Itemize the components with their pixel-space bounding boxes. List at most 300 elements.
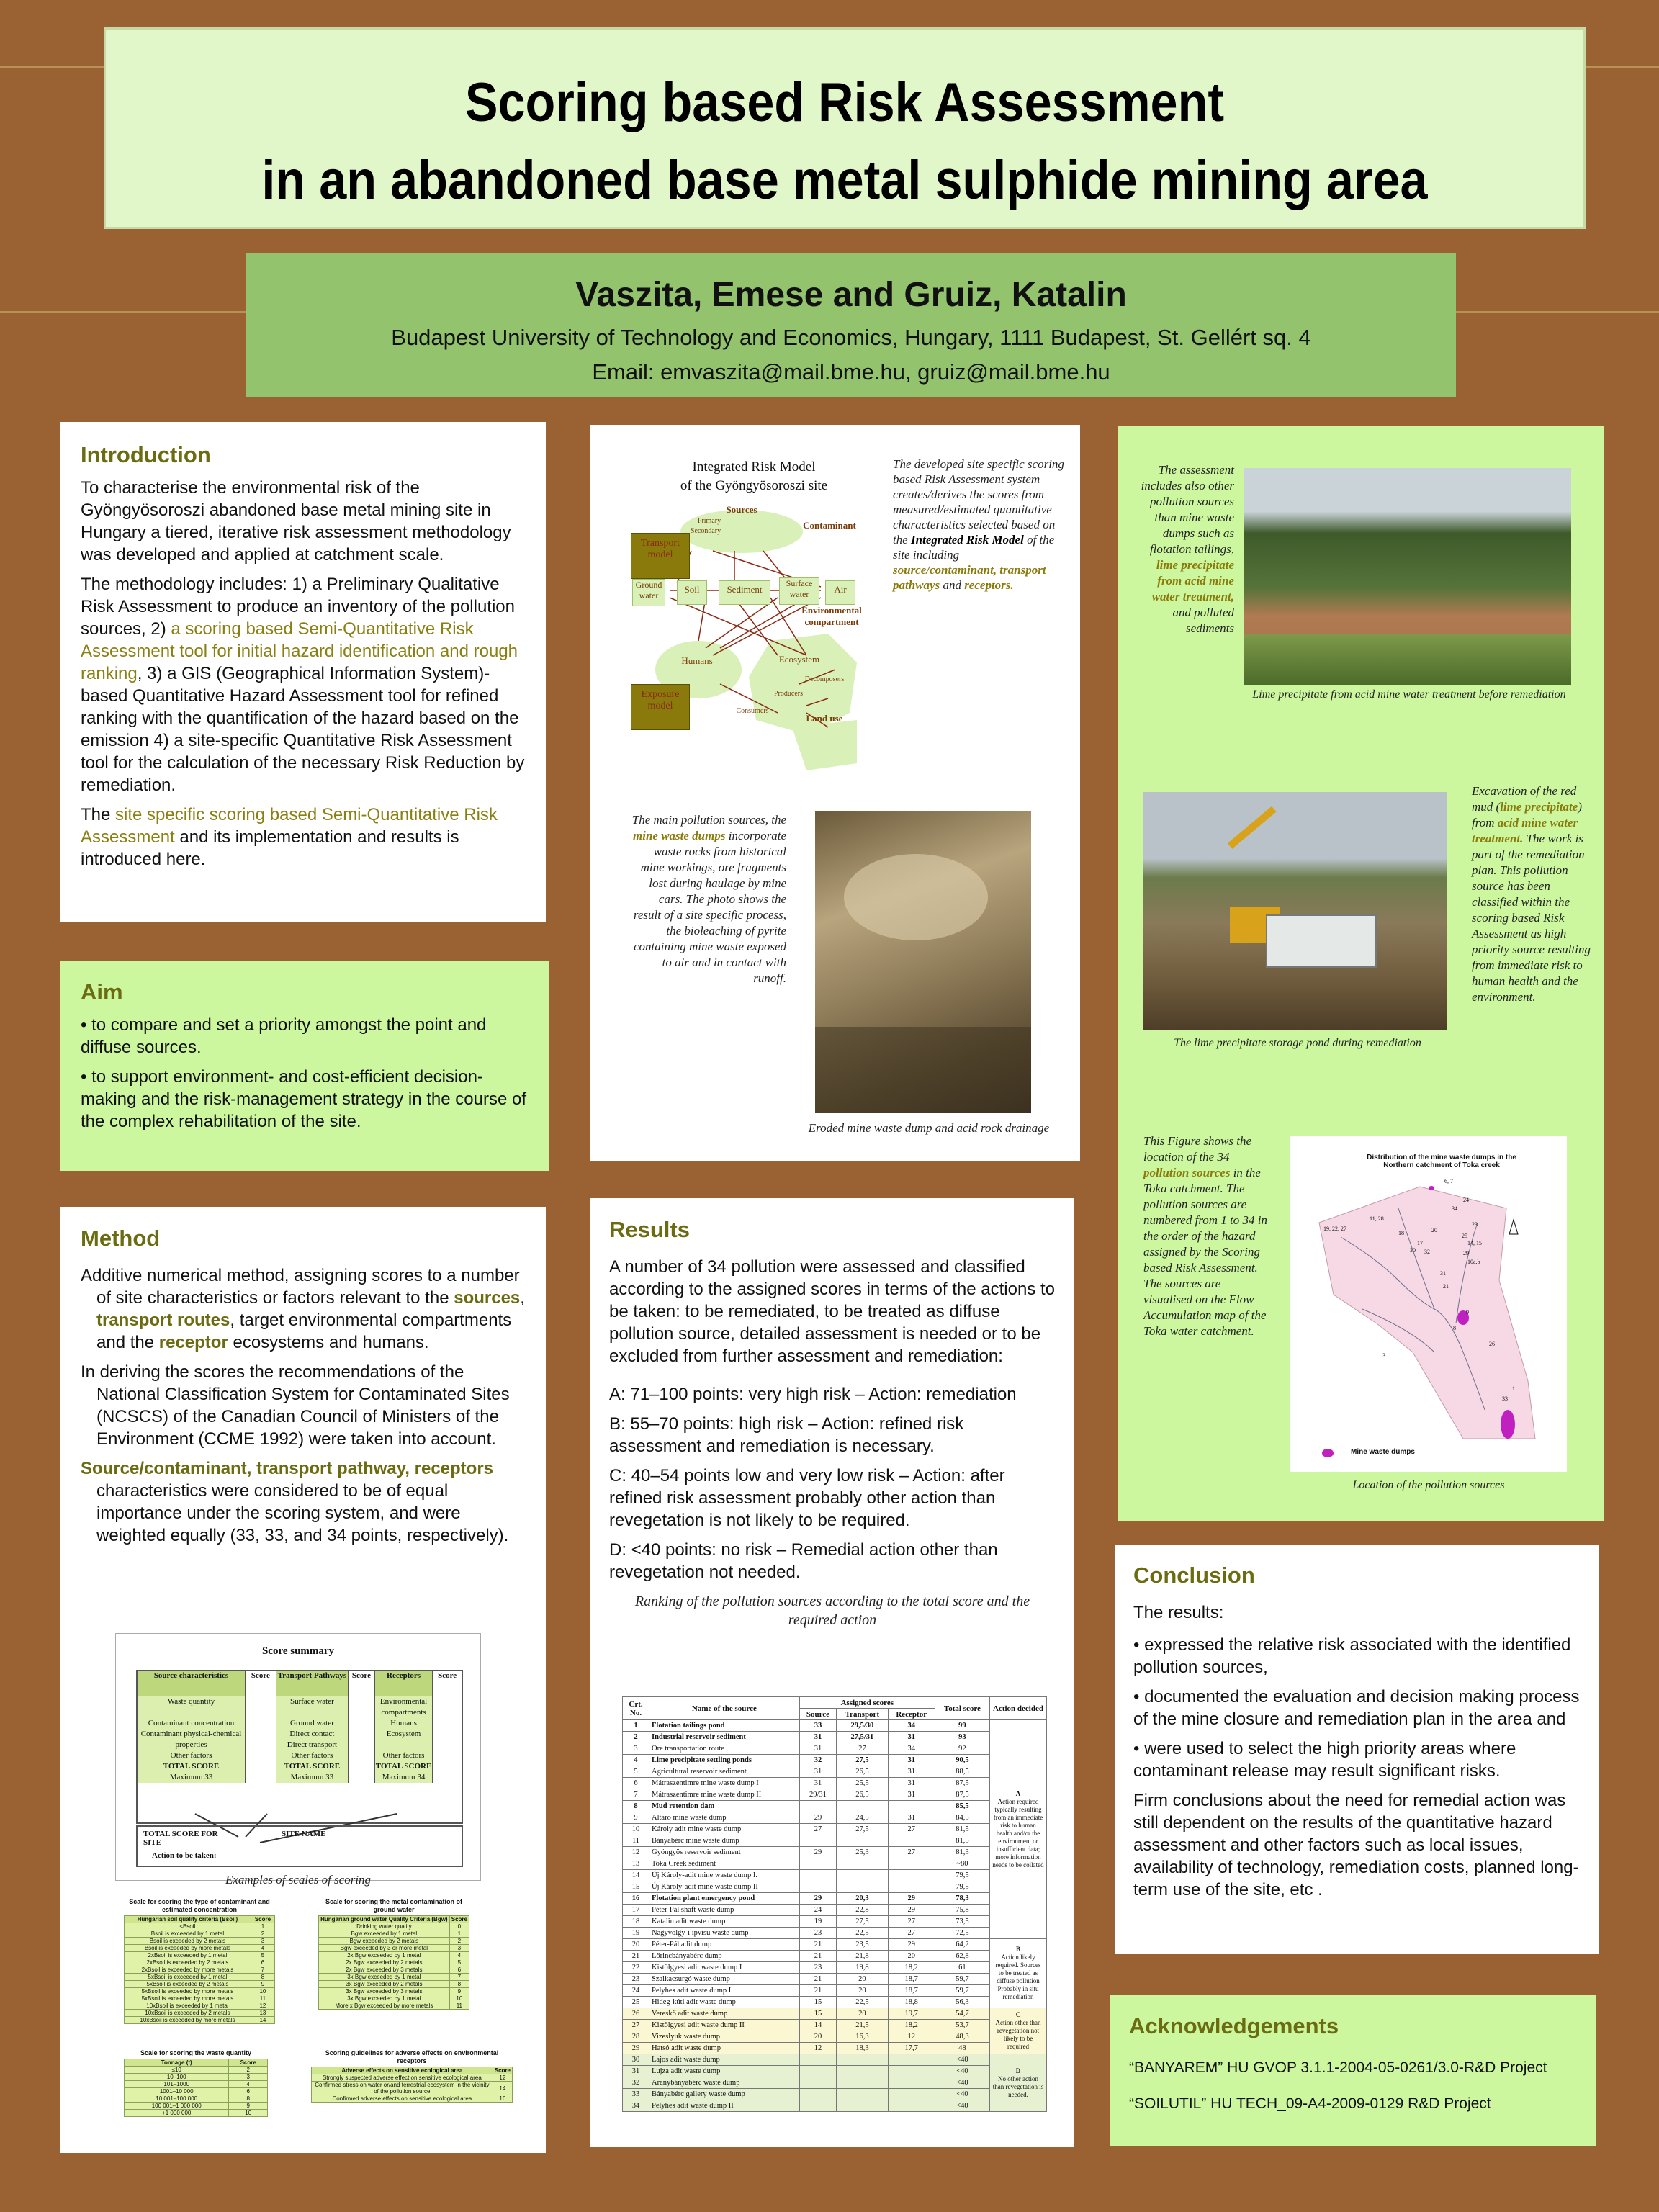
table-cell: 23 (623, 1974, 649, 1985)
node-exposure-model: Exposure model (631, 684, 690, 730)
excavation-text: Excavation of the red mud (lime precipitate) from acid mine water treatment. The work is part of the remediation plan. This pollution source has been classified within the scoring based Risk Assessment as high priority source resulting from immediate risk to human health and the environment. (1472, 784, 1591, 1004)
table-cell: More x Bgw exceeded by more metals (319, 2002, 450, 2010)
table-cell: 3x Bgw exceeded by 3 metals (319, 1988, 450, 1995)
node-sediment: Sediment (719, 580, 770, 605)
score-item: Maximum 33 (169, 1773, 213, 1781)
map-label: 9 (1466, 1309, 1469, 1316)
table-cell: 29 (888, 1893, 935, 1905)
table-cell: 29 (888, 1905, 935, 1916)
scale-waste-quantity-title: Scale for scoring the waste quantity (140, 2049, 252, 2056)
table-cell: 27,5/31 (837, 1732, 888, 1743)
table-cell: 31 (888, 1812, 935, 1824)
scale-groundwater-title: Scale for scoring the metal contamination of ground water (325, 1898, 463, 1913)
score-header: Receptors (375, 1671, 433, 1696)
table-cell: 15 (799, 2008, 836, 2020)
table-cell: 10 (623, 1824, 649, 1835)
intro-p2: The methodology includes: 1) a Preliminary Qualitative Risk Assessment to produce an inventory of the pollution sources, 2) a scoring based Semi-Quantitative Risk Assessment tool for initial hazard identification and rough ranking, 3) a GIS (Geographical Information System)-based Quantitative Hazard Assessment tool for refined ranking with the quantification of the hazard based on the emission 4) a site-specific Quantitative Risk Assessment tool for the calculation of the necessary Risk Reduction by remediation. (81, 575, 525, 795)
table-row (623, 2100, 1047, 2112)
table-cell: 2 (251, 1930, 274, 1938)
table-cell: 18,3 (837, 2043, 888, 2054)
title-banner (104, 27, 1586, 229)
table-cell: 5xBsoil is exceeded by more metals (125, 1995, 251, 2002)
table-cell: 26,5 (837, 1766, 888, 1778)
table-row (623, 1835, 1047, 1847)
score-header: Score (438, 1671, 457, 1680)
table-cell: 6 (251, 1959, 274, 1966)
aim-bullet-2: • to support environment- and cost-efficient decision-making and the risk-management strategy in the course of the complex rehabilitation of the site. (81, 1067, 526, 1131)
map-text: This Figure shows the location of the 34 pollution sources in the Toka catchment. The pollution sources are numbered from 1 to 34 in the order of the hazard assigned by the Scoring based Risk Assessment. The sources are visualised on the Flow Accumulation map of the Toka water catchment. (1143, 1134, 1268, 1338)
table-cell: 15 (623, 1881, 649, 1893)
table-cell: 3x Bgw exceeded by 2 metals (319, 1981, 450, 1988)
table-cell: 30 (623, 2054, 649, 2066)
table-cell: 84,5 (935, 1812, 989, 1824)
table-row (319, 2002, 469, 2010)
map-label: 11, 28 (1370, 1215, 1384, 1222)
table-row (125, 1995, 275, 2002)
table-row (623, 1997, 1047, 2008)
table-cell (888, 2100, 935, 2112)
th-no: Crt. No. (623, 1697, 649, 1720)
table-row (623, 2089, 1047, 2100)
table-row (623, 1905, 1047, 1916)
table-cell: <40 (935, 2054, 989, 2066)
scale-header: Score (229, 2059, 268, 2067)
node-surface-water: Surface water (779, 577, 819, 605)
map-label: 26 (1489, 1341, 1495, 1347)
conclusion-paragraph: Firm conclusions about the need for remedial action was still dependent on the results of the quantitative hazard assessment and other factors such as local issues, availability of technology, remediation costs, planned long-term use of the site, etc . (1133, 1791, 1579, 1899)
table-row (623, 1951, 1047, 1962)
table-cell: 8 (449, 1981, 469, 1988)
table-cell: 13 (623, 1858, 649, 1870)
map-legend: Mine waste dumps (1351, 1448, 1415, 1456)
table-row (319, 1938, 469, 1945)
map-label: 30 (1410, 1247, 1416, 1254)
table-cell (837, 2100, 888, 2112)
th-transport: Transport (837, 1709, 888, 1720)
table-cell: 34 (888, 1720, 935, 1732)
table-cell: Mátraszentimre mine waste dump II (649, 1789, 800, 1801)
table-cell (888, 1858, 935, 1870)
dump-text: The main pollution sources, the mine waste dumps incorporate waste rocks from historical mine workings, ore fragments lost during haulage by mine cars. The photo shows the result of a site specific process, the bioleaching of pyrite containing mine waste exposed to air and in contact with runoff. (631, 813, 786, 985)
table-cell: 75,8 (935, 1905, 989, 1916)
table-row (623, 1974, 1047, 1985)
table-cell: 31 (888, 1755, 935, 1766)
table-cell: 62,8 (935, 1951, 989, 1962)
affiliation: Budapest University of Technology and Economics, Hungary, 1111 Budapest, St. Gellért sq. 4 (391, 325, 1311, 350)
aim-bullet-1: • to compare and set a priority amongst the point and diffuse sources. (81, 1015, 487, 1057)
score-item: Other factors (291, 1751, 333, 1760)
table-cell: 10 (229, 2110, 268, 2117)
table-row (125, 1959, 275, 1966)
table-cell: 2 (449, 1938, 469, 1945)
score-item: Direct contact (289, 1730, 335, 1738)
table-row (623, 1778, 1047, 1789)
action-text: Action required typically resulting from an immediate risk to human health and/or the environment or insufficient data; more information needs to be collated (992, 1797, 1044, 1869)
action-cell-c (990, 2008, 1047, 2054)
node-contaminant: Contaminant (803, 520, 856, 531)
action-cell-a (990, 1720, 1047, 1939)
node-land-use: Land use (806, 713, 843, 724)
map-caption: Location of the pollution sources (1352, 1479, 1505, 1491)
conclusion-bullet-2: • documented the evaluation and decision making process of the mine closure and remediation plan in the area and (1133, 1687, 1580, 1729)
table-cell: +1 000 000 (125, 2110, 229, 2117)
table-cell: Péter-Pál shaft waste dump (649, 1905, 800, 1916)
table-cell: 24 (799, 1905, 836, 1916)
table-cell: 8 (229, 2095, 268, 2103)
node-consumers: Consumers (736, 707, 769, 715)
table-row (125, 2010, 275, 2017)
table-row (125, 2110, 268, 2117)
table-cell: 18,2 (888, 2020, 935, 2031)
score-item: Ecosystem (386, 1730, 421, 1738)
map-label: 21 (1443, 1283, 1449, 1290)
table-cell: 7 (449, 1974, 469, 1981)
table-cell (799, 2100, 836, 2112)
table-cell: 85,5 (935, 1801, 989, 1812)
table-row (125, 2088, 268, 2095)
table-cell: Nagyvölgy-i ipvisu waste dump (649, 1928, 800, 1939)
map-label: 25 (1462, 1233, 1467, 1239)
table-row (125, 1974, 275, 1981)
table-cell: 31 (888, 1789, 935, 1801)
table-cell: 19 (623, 1928, 649, 1939)
table-cell: 5 (449, 1959, 469, 1966)
table-cell: 14 (799, 2020, 836, 2031)
table-cell: 48 (935, 2043, 989, 2054)
node-sources: Sources (726, 504, 757, 515)
table-cell: Új Károly-adit mine waste dump I. (649, 1870, 800, 1881)
table-cell: 81,5 (935, 1835, 989, 1847)
scale-adverse-effects-title: Scoring guidelines for adverse effects on environmental receptors (325, 2049, 499, 2064)
table-cell: 3 (449, 1945, 469, 1952)
table-cell: 20 (888, 1951, 935, 1962)
table-row (623, 2066, 1047, 2077)
table-cell: 78,3 (935, 1893, 989, 1905)
results-class-c: C: 40–54 points low and very low risk – Action: after refined risk assessment probably other action than revegetation is not likely to be required. (609, 1466, 1005, 1530)
table-cell: 2xBsoil is exceeded by 2 metals (125, 1959, 251, 1966)
table-row (623, 1985, 1047, 1997)
excavation-caption: The lime precipitate storage pond during remediation (1174, 1037, 1421, 1049)
table-row (319, 1930, 469, 1938)
score-footer: TOTAL SCORE FOR SITE (143, 1830, 218, 1847)
table-cell: 8 (251, 1974, 274, 1981)
table-cell: 17 (623, 1905, 649, 1916)
score-item: TOTAL SCORE (284, 1762, 341, 1771)
table-cell: Vereskő adit waste dump (649, 2008, 800, 2020)
scale-header: Hungarian ground water Quality Criteria (Bgw) (319, 1916, 450, 1923)
th-total: Total score (935, 1697, 989, 1720)
table-cell: Bsoil is exceeded by more metals (125, 1945, 251, 1952)
score-summary-title: Score summary (261, 1645, 335, 1657)
table-cell (837, 1870, 888, 1881)
table-row (623, 1962, 1047, 1974)
table-cell: 31 (799, 1732, 836, 1743)
table-cell (837, 2054, 888, 2066)
table-cell: 56,3 (935, 1997, 989, 2008)
table-cell: <40 (935, 2077, 989, 2089)
table-cell: 24,5 (837, 1812, 888, 1824)
poster-title: Scoring based Risk Assessment in an abandoned base metal sulphide mining area (261, 72, 1428, 211)
table-row (125, 1981, 275, 1988)
table-cell: 31 (888, 1778, 935, 1789)
table-cell: 21,8 (837, 1951, 888, 1962)
table-row (125, 2081, 268, 2088)
table-row (623, 1743, 1047, 1755)
scale-header: Score (493, 2067, 512, 2074)
action-letter: A (1015, 1789, 1021, 1797)
th-action: Action decided (990, 1697, 1047, 1720)
table-cell: 81,5 (935, 1824, 989, 1835)
table-cell (888, 1801, 935, 1812)
table-cell: 3x Bgw exceeded by 1 metal (319, 1974, 450, 1981)
table-cell: 32 (799, 1755, 836, 1766)
conclusion-bullet-1: • expressed the relative risk associated with the identified pollution sources, (1133, 1635, 1571, 1677)
node-decomposers: Decomposers (804, 675, 845, 683)
aim-heading: Aim (81, 979, 123, 1004)
table-cell: 28 (623, 2031, 649, 2043)
action-text: Action other than revegetation not likely to be required (995, 2019, 1041, 2050)
table-cell: 101–1000 (125, 2081, 229, 2088)
table-cell: 18,7 (888, 1985, 935, 1997)
score-item: Humans (390, 1719, 417, 1727)
scale-header: Score (251, 1916, 274, 1923)
table-cell: 21 (623, 1951, 649, 1962)
score-item: TOTAL SCORE (163, 1762, 220, 1771)
th-name: Name of the source (649, 1697, 800, 1720)
node-transport-model: Transport model (631, 533, 690, 579)
table-cell: 26 (623, 2008, 649, 2020)
map-label: 6, 7 (1444, 1178, 1453, 1184)
table-cell: 3 (229, 2074, 268, 2081)
table-cell (837, 1858, 888, 1870)
map-label: 3 (1382, 1352, 1385, 1359)
map-drawing (1290, 1136, 1567, 1472)
table-cell: 92 (935, 1743, 989, 1755)
ranking-caption: Ranking of the pollution sources according to the total score and the required action (634, 1593, 1030, 1628)
table-cell: 88,5 (935, 1766, 989, 1778)
table-cell: 25 (623, 1997, 649, 2008)
table-cell: 1001–10 000 (125, 2088, 229, 2095)
table-row (623, 2054, 1047, 2066)
table-cell: Szalkacsurgó waste dump (649, 1974, 800, 1985)
table-cell: 29 (799, 1812, 836, 1824)
scale-groundwater-table (318, 1915, 469, 2010)
table-cell: Aranybányabérc waste dump (649, 2077, 800, 2089)
table-cell: 5 (251, 1952, 274, 1959)
table-cell: Mud retention dam (649, 1801, 800, 1812)
scales-caption: Examples of scales of scoring (225, 1873, 372, 1887)
table-row (623, 1766, 1047, 1778)
table-row (312, 2074, 513, 2082)
table-cell (799, 1835, 836, 1847)
table-cell: Bányabérc mine waste dump (649, 1835, 800, 1847)
results-class-b: B: 55–70 points: high risk – Action: refined risk assessment and remediation is necessary. (609, 1414, 964, 1456)
table-cell: Altaro mine waste dump (649, 1812, 800, 1824)
table-cell: 10 (251, 1988, 274, 1995)
table-cell: 27,5 (837, 1824, 888, 1835)
node-producers: Producers (774, 690, 803, 698)
table-cell: Kistölgyesi adit waste dump II (649, 2020, 800, 2031)
table-cell: 1 (623, 1720, 649, 1732)
table-row (319, 1945, 469, 1952)
table-cell: 54,7 (935, 2008, 989, 2020)
table-cell: 32 (623, 2077, 649, 2089)
table-cell: 15 (799, 1997, 836, 2008)
table-cell: 26,5 (837, 1789, 888, 1801)
table-cell: Bányabérc gallery waste dump (649, 2089, 800, 2100)
method-heading: Method (81, 1226, 161, 1251)
table-row (319, 1959, 469, 1966)
table-cell: Lime precipitate settling ponds (649, 1755, 800, 1766)
results-p1: A number of 34 pollution were assessed and classified according to the assigned scores in terms of the actions to be taken: to be remediated, to be treated as diffuse pollution source, detailed assessment is needed or to be excluded from further assessment and remediation: (609, 1257, 1055, 1366)
intro-p1: To characterise the environmental risk of the Gyöngyösoroszi abandoned base metal mining site in Hungary a tiered, iterative risk assessment methodology was developed and applied at catchment scale. (81, 478, 511, 565)
node-primary: Primary (697, 517, 721, 525)
table-row (319, 1974, 469, 1981)
table-row (623, 1916, 1047, 1928)
table-cell: 31 (623, 2066, 649, 2077)
table-cell: 18,8 (888, 1997, 935, 2008)
table-cell (799, 1881, 836, 1893)
table-cell (799, 2054, 836, 2066)
table-cell: Péter-Pál adit dump (649, 1939, 800, 1951)
table-cell: 11 (623, 1835, 649, 1847)
table-cell (799, 2077, 836, 2089)
table-row (623, 1824, 1047, 1835)
table-cell: 0 (449, 1923, 469, 1930)
table-cell: 93 (935, 1732, 989, 1743)
table-cell: 31 (799, 1743, 836, 1755)
table-cell: 14 (623, 1870, 649, 1881)
map-label: 18 (1398, 1230, 1404, 1236)
table-cell: Flotation plant emergency pond (649, 1893, 800, 1905)
table-cell: 23 (799, 1962, 836, 1974)
table-cell: 27 (888, 1916, 935, 1928)
table-cell (888, 1870, 935, 1881)
table-row (623, 2043, 1047, 2054)
table-row (125, 2074, 268, 2081)
table-cell: Károly adit mine waste dump (649, 1824, 800, 1835)
table-cell: 11 (251, 1995, 274, 2002)
table-row (623, 1847, 1047, 1858)
action-cell-b (990, 1939, 1047, 2008)
scale-contaminant-title: Scale for scoring the type of contaminant and estimated concentration (129, 1898, 270, 1913)
table-row (125, 1923, 275, 1930)
table-cell (837, 2089, 888, 2100)
table-cell: 33 (799, 1720, 836, 1732)
table-cell: Flotation tailings pond (649, 1720, 800, 1732)
table-cell: 9 (623, 1812, 649, 1824)
table-row (623, 2020, 1047, 2031)
table-cell: 31 (888, 1732, 935, 1743)
th-scores: Assigned scores (799, 1697, 935, 1709)
table-cell: 25,3 (837, 1847, 888, 1858)
aim-panel (60, 961, 549, 1171)
table-cell (888, 2066, 935, 2077)
table-cell: 72,5 (935, 1928, 989, 1939)
map-label: 20 (1431, 1227, 1437, 1233)
conclusion-bullet-3: • were used to select the high priority areas where contaminant release may result significant risks. (1133, 1739, 1516, 1781)
table-cell (837, 2066, 888, 2077)
th-receptor: Receptor (888, 1709, 935, 1720)
node-secondary: Secondary (690, 527, 721, 535)
table-row (623, 2077, 1047, 2089)
conclusion-intro: The results: (1133, 1603, 1224, 1622)
action-letter: B (1015, 1946, 1020, 1953)
introduction-panel (60, 422, 546, 922)
table-cell: 2 (229, 2067, 268, 2074)
table-cell: Új Károly-adit mine waste dump II (649, 1881, 800, 1893)
excavation-photo (1143, 792, 1447, 1030)
table-cell: Toka Creek sediment (649, 1858, 800, 1870)
table-cell (888, 1835, 935, 1847)
map-label: 32 (1424, 1249, 1430, 1255)
score-item: Maximum 34 (382, 1773, 426, 1781)
table-cell: Lujza adit waste dump (649, 2066, 800, 2077)
table-cell: 2 (623, 1732, 649, 1743)
table-cell: 34 (623, 2100, 649, 2112)
table-cell: 3 (251, 1938, 274, 1945)
table-cell: 13 (251, 2010, 274, 2017)
table-cell: 7 (251, 1966, 274, 1974)
table-cell: 9 (229, 2103, 268, 2110)
table-cell: 25,5 (837, 1778, 888, 1789)
table-cell: Bgw exceeded by 2 metals (319, 1938, 450, 1945)
table-cell: 79,5 (935, 1881, 989, 1893)
table-row (125, 1966, 275, 1974)
table-row (319, 1966, 469, 1974)
score-item: Other factors (170, 1751, 212, 1760)
table-row (125, 1945, 275, 1952)
scale-waste-quantity-table (124, 2059, 268, 2117)
table-row (623, 1812, 1047, 1824)
table-cell: 10–100 (125, 2074, 229, 2081)
score-footer: Action to be taken: (152, 1851, 217, 1860)
ack-heading: Acknowledgements (1129, 2013, 1339, 2038)
scale-contaminant (124, 1898, 275, 2024)
intro-p3: The site specific scoring based Semi-Quantitative Risk Assessment and its implementation and results is introduced here. (81, 805, 498, 869)
table-cell: 20 (837, 1974, 888, 1985)
table-cell: 10xBsoil is exceeded by 1 metal (125, 2002, 251, 2010)
score-footer: SITE NAME (282, 1830, 326, 1838)
decor-line (0, 66, 104, 68)
table-cell: 18,7 (888, 1974, 935, 1985)
table-cell: Pelyhes adit waste dump II (649, 2100, 800, 2112)
table-cell: Pelyhes adit waste dump I. (649, 1985, 800, 1997)
table-row (623, 1732, 1047, 1743)
table-cell: 100 001–1 000 000 (125, 2103, 229, 2110)
lime-precipitate-photo (1244, 468, 1571, 685)
table-cell: 18,2 (888, 1962, 935, 1974)
table-cell: 64,2 (935, 1939, 989, 1951)
table-cell: 18 (623, 1916, 649, 1928)
table-row (319, 1923, 469, 1930)
node-ground-water: Ground water (632, 579, 665, 606)
table-cell: 29 (799, 1893, 836, 1905)
photo-panel (1118, 426, 1604, 1521)
table-cell: 29 (623, 2043, 649, 2054)
table-cell: 24 (623, 1985, 649, 1997)
table-cell: 11 (449, 2002, 469, 2010)
table-cell: 5xBsoil is exceeded by more metals (125, 1988, 251, 1995)
table-row (623, 1928, 1047, 1939)
table-cell: 27 (888, 1847, 935, 1858)
map-title: Distribution of the mine waste dumps in the Northern catchment of Toka creek (1367, 1154, 1516, 1169)
table-row (125, 2067, 268, 2074)
table-cell: 12 (251, 2002, 274, 2010)
table-cell: 16,3 (837, 2031, 888, 2043)
introduction-heading: Introduction (81, 442, 211, 467)
table-cell: 27 (888, 1928, 935, 1939)
